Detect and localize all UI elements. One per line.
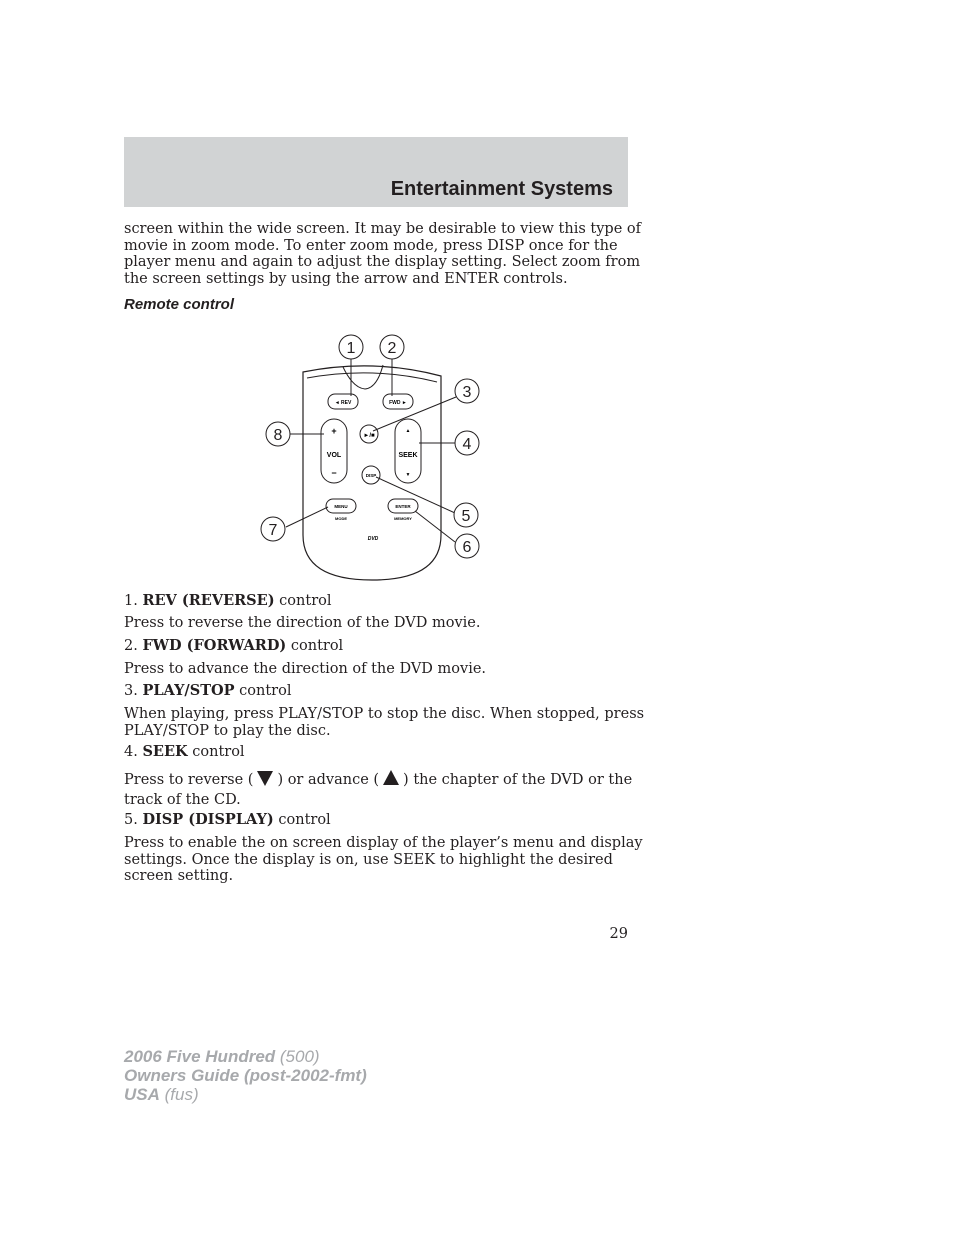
item-suffix: control [279, 593, 332, 609]
description-line: When playing, press PLAY/STOP to stop the disc. When stopped, press [124, 706, 645, 722]
description-text: ) the chapter of the DVD or the [403, 772, 633, 788]
remote-control-figure [255, 330, 495, 585]
intro-line: the screen settings by using the arrow and ENTER controls. [124, 270, 568, 287]
mode-label: MODE [335, 516, 347, 521]
item-number: 5. [124, 812, 138, 828]
item-name: PLAY/STOP [142, 682, 235, 699]
item-fwd-description [124, 661, 624, 678]
dvd-logo: DVD [367, 536, 379, 542]
item-seek-description [124, 770, 633, 808]
footer [124, 1047, 367, 1104]
menu-button-label: MENU [334, 504, 348, 509]
item-disp-description [124, 835, 643, 885]
description-line: Press to reverse the direction of the DVD movie. [124, 615, 481, 631]
description-line: PLAY/STOP to play the disc. [124, 722, 331, 739]
seek-up-label: ▲ [405, 428, 411, 434]
description-line: Press to advance the direction of the DVD movie. [124, 661, 487, 677]
description-line: settings. Once the display is on, use SEEK to highlight the desired [124, 851, 613, 868]
seek-label: SEEK [398, 452, 418, 459]
item-name: DISP (DISPLAY) [142, 811, 274, 828]
intro-paragraph [124, 221, 641, 287]
description-line: track of the CD. [124, 791, 241, 808]
triangle-down-icon [257, 771, 273, 786]
header-band [124, 137, 628, 207]
callout-number: 3 [462, 384, 472, 401]
callout-number: 1 [346, 340, 356, 357]
item-disp-heading [124, 812, 624, 829]
callout-number: 8 [273, 427, 283, 444]
item-number: 1. [124, 593, 138, 609]
vol-plus-label: + [331, 426, 337, 436]
item-number: 4. [124, 744, 138, 760]
description-text: ) or advance ( [277, 772, 380, 788]
description-line: screen setting. [124, 868, 234, 884]
footer-market-code: (fus) [159, 1085, 199, 1104]
description-line: Press to enable the on screen display of the player’s menu and display [124, 835, 643, 851]
fwd-button-label: FWD ► [389, 400, 407, 406]
item-suffix: control [278, 812, 331, 828]
seek-down-label: ▼ [405, 472, 411, 478]
enter-button-label: ENTER [395, 504, 411, 509]
item-rev-heading [124, 593, 624, 610]
footer-line-1 [124, 1047, 367, 1066]
description-text: Press to reverse ( [124, 772, 254, 788]
footer-guide: Owners Guide (post-2002-fmt) [124, 1066, 367, 1085]
item-rev-description [124, 615, 624, 632]
footer-line-3 [124, 1085, 367, 1104]
footer-model-code: (500) [275, 1047, 320, 1066]
callout-number: 5 [461, 508, 471, 525]
page-number: 29 [609, 926, 628, 942]
intro-line: movie in zoom mode. To enter zoom mode, press DISP once for the [124, 237, 618, 254]
page-title: Entertainment Systems [390, 178, 613, 200]
play-stop-label: ►/■ [363, 433, 375, 439]
callout-number: 6 [462, 539, 472, 556]
rev-button-label: ◄ REV [334, 400, 352, 406]
footer-line-2 [124, 1066, 367, 1085]
disp-button-label: DISP [365, 473, 377, 478]
item-suffix: control [239, 683, 292, 699]
item-name: SEEK [142, 743, 188, 760]
item-suffix: control [290, 638, 344, 654]
callout-number: 7 [268, 522, 278, 539]
item-suffix: control [192, 744, 245, 760]
vol-label: VOL [326, 452, 342, 459]
item-name: REV (REVERSE) [142, 592, 275, 609]
item-play-stop-description [124, 706, 645, 739]
item-number: 3. [124, 683, 138, 699]
item-fwd-heading [124, 638, 624, 655]
section-subheading: Remote control [124, 296, 235, 313]
intro-line: player menu and again to adjust the display setting. Select zoom from [124, 254, 641, 270]
intro-line: screen within the wide screen. It may be desirable to view this type of [124, 221, 641, 237]
callout-number: 2 [387, 340, 397, 357]
item-name: FWD (FORWARD) [142, 637, 287, 654]
item-seek-heading [124, 744, 624, 761]
item-play-stop-heading [124, 683, 624, 700]
callout-number: 4 [462, 436, 472, 453]
triangle-up-icon [383, 770, 399, 785]
footer-model: 2006 Five Hundred [124, 1047, 276, 1066]
item-number: 2. [124, 638, 138, 654]
description-line [124, 770, 633, 789]
memory-label: MEMORY [394, 516, 412, 521]
vol-minus-label: − [331, 468, 337, 478]
footer-market: USA [124, 1085, 160, 1104]
